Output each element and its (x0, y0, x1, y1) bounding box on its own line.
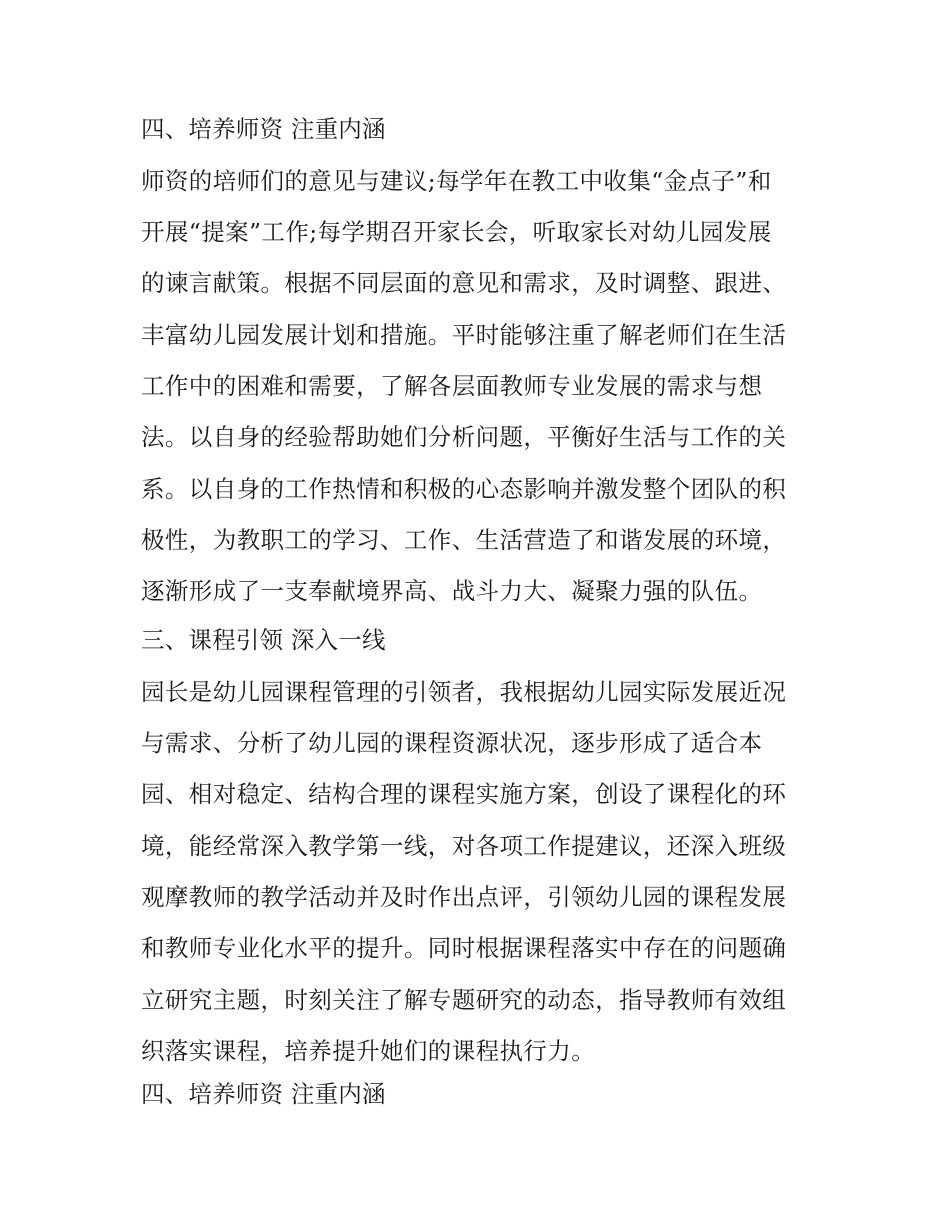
paragraph-line: 观摩教师的教学活动并及时作出点评，引领幼儿园的课程发展 (141, 883, 787, 911)
paragraph-line: 和教师专业化水平的提升。同时根据课程落实中存在的问题确 (141, 934, 787, 962)
paragraph-line: 立研究主题，时刻关注了解专题研究的动态，指导教师有效组 (141, 986, 787, 1014)
paragraph-line: 境，能经常深入教学第一线，对各项工作提建议，还深入班级 (141, 832, 787, 860)
paragraph-line: 园长是幼儿园课程管理的引领者，我根据幼儿园实际发展近况 (141, 678, 787, 706)
paragraph-line: 的谏言献策。根据不同层面的意见和需求，及时调整、跟进、 (141, 269, 787, 297)
section-heading: 四、培养师资 注重内涵 (141, 115, 386, 143)
paragraph-line: 园、相对稳定、结构合理的课程实施方案，创设了课程化的环 (141, 780, 787, 808)
section-heading: 三、课程引领 深入一线 (141, 626, 386, 654)
paragraph-line: 与需求、分析了幼儿园的课程资源状况，逐步形成了适合本 (141, 729, 763, 757)
paragraph-line: 法。以自身的经验帮助她们分析问题，平衡好生活与工作的关 (141, 423, 787, 451)
paragraph-line: 逐渐形成了一支奉献境界高、战斗力大、凝聚力强的队伍。 (141, 577, 763, 605)
paragraph-line: 丰富幼儿园发展计划和措施。平时能够注重了解老师们在生活 (141, 321, 787, 349)
paragraph-line: 织落实课程，培养提升她们的课程执行力。 (141, 1037, 596, 1065)
paragraph-line: 工作中的困难和需要，了解各层面教师专业发展的需求与想 (141, 372, 763, 400)
paragraph-line: 师资的培师们的意见与建议;每学年在教工中收集“金点子”和 (141, 167, 772, 195)
paragraph-line: 系。以自身的工作热情和积极的心态影响并激发整个团队的积 (141, 475, 787, 503)
section-heading: 四、培养师资 注重内涵 (141, 1080, 386, 1108)
paragraph-line: 开展“提案”工作;每学期召开家长会，听取家长对幼儿园发展 (141, 218, 772, 246)
paragraph-line: 极性，为教职工的学习、工作、生活营造了和谐发展的环境， (141, 526, 787, 554)
